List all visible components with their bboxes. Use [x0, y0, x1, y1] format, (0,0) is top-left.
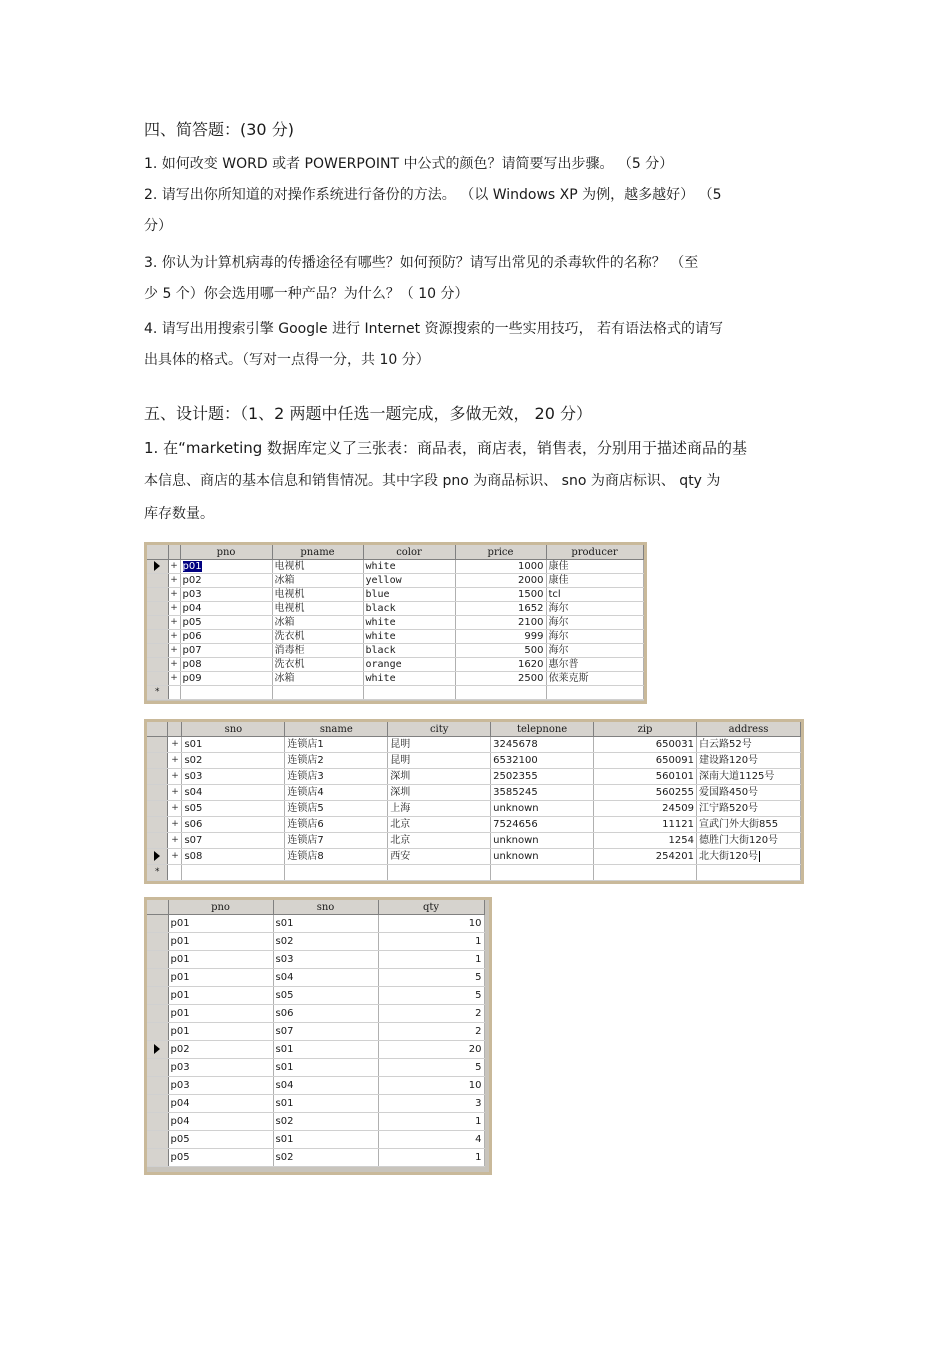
cell-producer[interactable]: 海尔: [546, 644, 643, 658]
empty-cell[interactable]: [491, 865, 594, 881]
table-row[interactable]: [147, 630, 643, 644]
empty-cell[interactable]: [180, 686, 272, 700]
expand-row-icon[interactable]: +: [168, 753, 182, 769]
cell-color[interactable]: black: [363, 602, 455, 616]
cell-qty[interactable]: 10: [378, 915, 484, 933]
question-2-line2: 分）: [144, 218, 172, 234]
row-indicator[interactable]: [147, 1149, 168, 1167]
cell-producer[interactable]: 海尔: [546, 616, 643, 630]
cell-pname[interactable]: 电视机: [272, 588, 363, 602]
table-row[interactable]: [147, 658, 643, 672]
table-row[interactable]: [147, 672, 643, 686]
row-indicator[interactable]: [147, 769, 168, 785]
new-record-row[interactable]: [147, 865, 801, 881]
expand-row-icon[interactable]: +: [168, 737, 182, 753]
cell-zip[interactable]: 560255: [594, 785, 697, 801]
column-header-pname[interactable]: pname: [272, 545, 363, 560]
cell-pname[interactable]: 电视机: [272, 602, 363, 616]
cell-producer[interactable]: 康佳: [546, 574, 643, 588]
cell-zip[interactable]: 11121: [594, 817, 697, 833]
cell-city[interactable]: 北京: [388, 817, 491, 833]
table-row[interactable]: [147, 769, 801, 785]
table-row[interactable]: [147, 602, 643, 616]
expand-row-icon[interactable]: +: [168, 817, 182, 833]
cell-pno[interactable]: p06: [180, 630, 272, 644]
cell-qty[interactable]: 1: [378, 933, 484, 951]
row-indicator[interactable]: [147, 1005, 168, 1023]
cell-price[interactable]: 1620: [455, 658, 546, 672]
expand-row-icon[interactable]: +: [168, 785, 182, 801]
table-row[interactable]: [147, 560, 643, 574]
table-row[interactable]: [147, 849, 801, 865]
cell-telepnone[interactable]: 6532100: [491, 753, 594, 769]
design-problem-1-line2: 本信息、商店的基本信息和销售情况。其中字段 pno 为商品标识、 sno 为商店标识、 qty 为: [144, 473, 721, 489]
expand-row-icon[interactable]: +: [168, 616, 180, 630]
cell-producer[interactable]: 惠尔普: [546, 658, 643, 672]
cell-zip[interactable]: 254201: [594, 849, 697, 865]
cell-sno[interactable]: s03: [273, 951, 378, 969]
cell-color[interactable]: white: [363, 630, 455, 644]
empty-cell[interactable]: [594, 865, 697, 881]
cell-sno[interactable]: s01: [182, 737, 285, 753]
row-indicator[interactable]: [147, 849, 168, 865]
cell-sno[interactable]: s01: [273, 1131, 378, 1149]
row-indicator[interactable]: [147, 817, 168, 833]
cell-sname[interactable]: 连锁店6: [285, 817, 388, 833]
row-indicator[interactable]: [147, 588, 168, 602]
cell-sname[interactable]: 连锁店5: [285, 801, 388, 817]
row-indicator[interactable]: [147, 1023, 168, 1041]
column-header-address[interactable]: address: [696, 722, 800, 737]
question-3-line2: 少 5 个）你会选用哪一种产品？为什么？（ 10 分）: [144, 286, 469, 302]
cell-qty[interactable]: 1: [378, 1149, 484, 1167]
cell-price[interactable]: 999: [455, 630, 546, 644]
expand-row-icon[interactable]: +: [168, 588, 180, 602]
table-row[interactable]: [147, 817, 801, 833]
cell-qty[interactable]: 4: [378, 1131, 484, 1149]
cell-sno[interactable]: s08: [182, 849, 285, 865]
cell-telepnone[interactable]: 3585245: [491, 785, 594, 801]
empty-cell[interactable]: [388, 865, 491, 881]
cell-pname[interactable]: 电视机: [272, 560, 363, 574]
cell-sno[interactable]: s04: [182, 785, 285, 801]
cell-pno[interactable]: p01: [168, 915, 273, 933]
cell-color[interactable]: yellow: [363, 574, 455, 588]
section5: [144, 398, 814, 530]
cell-pno[interactable]: p01: [168, 951, 273, 969]
table-row[interactable]: [147, 737, 801, 753]
cell-sno[interactable]: s01: [273, 915, 378, 933]
table-row[interactable]: [147, 644, 643, 658]
question-2-line1: 2. 请写出你所知道的对操作系统进行备份的方法。 （以 Windows XP 为例，越多越好） （5: [144, 187, 722, 203]
table-row[interactable]: [147, 915, 484, 933]
cell-price[interactable]: 500: [455, 644, 546, 658]
cell-pno[interactable]: p02: [168, 1041, 273, 1059]
cell-producer[interactable]: 海尔: [546, 630, 643, 644]
empty-cell[interactable]: [168, 686, 180, 700]
sales-header-row: [147, 900, 484, 915]
row-indicator[interactable]: [147, 602, 168, 616]
cell-city[interactable]: 昆明: [388, 737, 491, 753]
expand-row-icon[interactable]: +: [168, 574, 180, 588]
cell-pno[interactable]: p05: [168, 1149, 273, 1167]
row-indicator[interactable]: [147, 915, 168, 933]
cell-pname[interactable]: 洗衣机: [272, 630, 363, 644]
cell-address[interactable]: [696, 849, 800, 865]
row-indicator-header: [147, 545, 168, 560]
row-indicator-header: [147, 722, 168, 737]
cell-qty[interactable]: 10: [378, 1077, 484, 1095]
table-row[interactable]: [147, 1113, 484, 1131]
column-header-producer[interactable]: producer: [546, 545, 643, 560]
row-indicator[interactable]: [147, 737, 168, 753]
goods-table: [147, 545, 644, 700]
empty-cell[interactable]: [168, 865, 182, 881]
row-indicator[interactable]: [147, 833, 168, 849]
cell-sno[interactable]: s02: [182, 753, 285, 769]
cell-qty[interactable]: 5: [378, 969, 484, 987]
table-row[interactable]: [147, 1131, 484, 1149]
cell-sname[interactable]: 连锁店8: [285, 849, 388, 865]
expand-header: [168, 722, 182, 737]
cell-text: 北大街120号: [698, 851, 759, 862]
sales-table-grid: [144, 897, 492, 1175]
cell-qty[interactable]: 5: [378, 987, 484, 1005]
column-header-pno[interactable]: pno: [180, 545, 272, 560]
row-indicator[interactable]: [147, 969, 168, 987]
cell-pname[interactable]: 冰箱: [272, 616, 363, 630]
column-header-city[interactable]: city: [388, 722, 491, 737]
expand-header: [168, 545, 180, 560]
current-row-arrow-icon: [154, 1044, 160, 1054]
table-row[interactable]: [147, 588, 643, 602]
row-indicator[interactable]: [147, 801, 168, 817]
cell-zip[interactable]: 650091: [594, 753, 697, 769]
cell-zip[interactable]: 560101: [594, 769, 697, 785]
cell-telepnone[interactable]: 3245678: [491, 737, 594, 753]
cell-sno[interactable]: s02: [273, 1149, 378, 1167]
row-indicator[interactable]: [147, 1095, 168, 1113]
cell-pno[interactable]: p01: [168, 1005, 273, 1023]
cell-pno[interactable]: p07: [180, 644, 272, 658]
row-indicator[interactable]: [147, 644, 168, 658]
cell-pno[interactable]: p02: [180, 574, 272, 588]
design-problem-1-line3: 库存数量。: [144, 506, 214, 522]
cell-producer[interactable]: 依莱克斯: [546, 672, 643, 686]
table-row[interactable]: [147, 1095, 484, 1113]
column-header-sno[interactable]: sno: [182, 722, 285, 737]
new-record-row[interactable]: [147, 686, 643, 700]
cell-qty[interactable]: 2: [378, 1023, 484, 1041]
cell-pno[interactable]: p01: [168, 987, 273, 1005]
cell-pno[interactable]: p01: [168, 1023, 273, 1041]
cell-pname[interactable]: 消毒柜: [272, 644, 363, 658]
row-indicator[interactable]: [147, 1131, 168, 1149]
cell-color[interactable]: black: [363, 644, 455, 658]
cell-pno[interactable]: p04: [168, 1113, 273, 1131]
cell-sno[interactable]: s05: [273, 987, 378, 1005]
row-indicator[interactable]: [147, 951, 168, 969]
table-row[interactable]: [147, 1005, 484, 1023]
cell-pno[interactable]: p05: [180, 616, 272, 630]
cell-qty[interactable]: 2: [378, 1005, 484, 1023]
cell-price[interactable]: 1652: [455, 602, 546, 616]
cell-pno[interactable]: p01: [168, 933, 273, 951]
row-indicator[interactable]: [147, 560, 168, 574]
table-row[interactable]: [147, 933, 484, 951]
cell-telepnone[interactable]: unknown: [491, 801, 594, 817]
cell-pname[interactable]: 洗衣机: [272, 658, 363, 672]
table-row[interactable]: [147, 574, 643, 588]
stores-table-grid: [144, 719, 804, 884]
cell-sno[interactable]: s02: [273, 933, 378, 951]
cell-address[interactable]: 江宁路520号: [696, 801, 800, 817]
column-header-sname[interactable]: sname: [285, 722, 388, 737]
cell-telepnone[interactable]: unknown: [491, 849, 594, 865]
cell-qty[interactable]: 5: [378, 1059, 484, 1077]
selected-cell-text: p01: [182, 561, 202, 572]
goods-header-row: [147, 545, 643, 560]
cell-price[interactable]: 2000: [455, 574, 546, 588]
cell-color[interactable]: white: [363, 672, 455, 686]
table-row[interactable]: [147, 1149, 484, 1167]
cell-address[interactable]: 爱国路450号: [696, 785, 800, 801]
expand-row-icon[interactable]: +: [168, 769, 182, 785]
cell-producer[interactable]: 康佳: [546, 560, 643, 574]
expand-row-icon[interactable]: +: [168, 630, 180, 644]
current-row-arrow-icon: [154, 561, 160, 571]
cell-address[interactable]: 建设路120号: [696, 753, 800, 769]
column-header-pno[interactable]: pno: [168, 900, 273, 915]
row-indicator[interactable]: [147, 1113, 168, 1131]
cell-sno[interactable]: s03: [182, 769, 285, 785]
sales-table: [147, 900, 485, 1167]
question-4-line1: 4. 请写出用搜索引擎 Google 进行 Internet 资源搜索的一些实用技巧， 若有语法格式的请写: [144, 321, 724, 337]
cell-sno[interactable]: s02: [273, 1113, 378, 1131]
row-indicator[interactable]: [147, 753, 168, 769]
row-indicator[interactable]: [147, 785, 168, 801]
expand-row-icon[interactable]: +: [168, 672, 180, 686]
column-header-qty[interactable]: qty: [378, 900, 484, 915]
cell-pno[interactable]: p01: [168, 969, 273, 987]
cell-producer[interactable]: tcl: [546, 588, 643, 602]
goods-table-grid: [144, 542, 647, 704]
expand-row-icon[interactable]: +: [168, 833, 182, 849]
empty-cell[interactable]: [455, 686, 546, 700]
row-indicator-header: [147, 900, 168, 915]
empty-cell[interactable]: [285, 865, 388, 881]
question-4-line2: 出具体的格式。（写对一点得一分，共 10 分）: [144, 352, 430, 368]
empty-cell[interactable]: [272, 686, 363, 700]
expand-row-icon[interactable]: +: [168, 602, 180, 616]
table-row[interactable]: [147, 616, 643, 630]
table-row[interactable]: [147, 1023, 484, 1041]
row-indicator[interactable]: [147, 574, 168, 588]
cell-qty[interactable]: 20: [378, 1041, 484, 1059]
column-header-sno[interactable]: sno: [273, 900, 378, 915]
cell-qty[interactable]: 1: [378, 951, 484, 969]
cell-sname[interactable]: 连锁店4: [285, 785, 388, 801]
design-problem-1-line1: 1. 在“marketing 数据库定义了三张表：商品表，商店表，销售表，分别用于描述商品的基: [144, 439, 748, 457]
empty-cell[interactable]: [696, 865, 800, 881]
cell-sno[interactable]: s04: [273, 1077, 378, 1095]
row-indicator[interactable]: [147, 672, 168, 686]
expand-row-icon[interactable]: +: [168, 658, 180, 672]
cell-color[interactable]: blue: [363, 588, 455, 602]
column-header-zip[interactable]: zip: [594, 722, 697, 737]
cell-price[interactable]: 1500: [455, 588, 546, 602]
cell-pno[interactable]: p03: [168, 1077, 273, 1095]
cell-sname[interactable]: 连锁店7: [285, 833, 388, 849]
cell-pno[interactable]: p09: [180, 672, 272, 686]
cell-sname[interactable]: 连锁店3: [285, 769, 388, 785]
cell-zip[interactable]: 1254: [594, 833, 697, 849]
text-cursor: [759, 851, 760, 862]
table-row[interactable]: [147, 1077, 484, 1095]
table-row[interactable]: [147, 833, 801, 849]
cell-zip[interactable]: 650031: [594, 737, 697, 753]
empty-cell[interactable]: [363, 686, 455, 700]
cell-address[interactable]: 宣武门外大街855: [696, 817, 800, 833]
section4-title: 四、简答题：(30 分): [144, 120, 294, 139]
stores-header-row: [147, 722, 801, 737]
cell-sname[interactable]: 连锁店1: [285, 737, 388, 753]
table-row[interactable]: [147, 753, 801, 769]
cell-pno[interactable]: p04: [168, 1095, 273, 1113]
cell-sno[interactable]: s07: [182, 833, 285, 849]
row-indicator[interactable]: [147, 1041, 168, 1059]
cell-city[interactable]: 西安: [388, 849, 491, 865]
cell-sno[interactable]: s01: [273, 1095, 378, 1113]
cell-pno[interactable]: [180, 560, 272, 574]
cell-address[interactable]: 白云路52号: [696, 737, 800, 753]
expand-row-icon[interactable]: +: [168, 849, 182, 865]
expand-row-icon[interactable]: +: [168, 801, 182, 817]
cell-pno[interactable]: p04: [180, 602, 272, 616]
question-1: 1. 如何改变 WORD 或者 POWERPOINT 中公式的颜色？请简要写出步骤。 （5 分）: [144, 156, 674, 172]
cell-qty[interactable]: 1: [378, 1113, 484, 1131]
column-header-telepnone[interactable]: telepnone: [491, 722, 594, 737]
cell-price[interactable]: 1000: [455, 560, 546, 574]
cell-sname[interactable]: 连锁店2: [285, 753, 388, 769]
cell-sno[interactable]: s01: [273, 1059, 378, 1077]
cell-sno[interactable]: s06: [182, 817, 285, 833]
cell-zip[interactable]: 24509: [594, 801, 697, 817]
table-row[interactable]: [147, 1041, 484, 1059]
cell-sno[interactable]: s07: [273, 1023, 378, 1041]
cell-telepnone[interactable]: unknown: [491, 833, 594, 849]
expand-row-icon[interactable]: +: [168, 560, 180, 574]
new-record-asterisk-icon[interactable]: *: [147, 686, 168, 700]
row-indicator[interactable]: [147, 1077, 168, 1095]
cell-address[interactable]: 深南大道1125号: [696, 769, 800, 785]
table-row[interactable]: [147, 801, 801, 817]
row-indicator[interactable]: [147, 933, 168, 951]
section4: [144, 114, 814, 376]
cell-telepnone[interactable]: 2502355: [491, 769, 594, 785]
row-indicator[interactable]: [147, 1059, 168, 1077]
question-3-line1: 3. 你认为计算机病毒的传播途径有哪些？如何预防？请写出常见的杀毒软件的名称？ （至: [144, 255, 699, 271]
row-indicator[interactable]: [147, 616, 168, 630]
cell-city[interactable]: 上海: [388, 801, 491, 817]
cell-sno[interactable]: s06: [273, 1005, 378, 1023]
cell-city[interactable]: 昆明: [388, 753, 491, 769]
column-header-color[interactable]: color: [363, 545, 455, 560]
cell-sno[interactable]: s04: [273, 969, 378, 987]
column-header-price[interactable]: price: [455, 545, 546, 560]
table-row[interactable]: [147, 951, 484, 969]
table-row[interactable]: [147, 987, 484, 1005]
cell-pno[interactable]: p03: [168, 1059, 273, 1077]
cell-city[interactable]: 北京: [388, 833, 491, 849]
table-row[interactable]: [147, 969, 484, 987]
cell-pno[interactable]: p03: [180, 588, 272, 602]
cell-city[interactable]: 深圳: [388, 785, 491, 801]
cell-color[interactable]: white: [363, 560, 455, 574]
row-indicator[interactable]: [147, 987, 168, 1005]
new-record-asterisk-icon[interactable]: *: [147, 865, 168, 881]
cell-price[interactable]: 2100: [455, 616, 546, 630]
cell-price[interactable]: 2500: [455, 672, 546, 686]
expand-row-icon[interactable]: +: [168, 644, 180, 658]
cell-telepnone[interactable]: 7524656: [491, 817, 594, 833]
cell-color[interactable]: orange: [363, 658, 455, 672]
stores-table: [147, 722, 801, 881]
section5-title: 五、设计题：（1、2 两题中任选一题完成，多做无效， 20 分）: [144, 404, 592, 423]
table-row[interactable]: [147, 1059, 484, 1077]
cell-producer[interactable]: 海尔: [546, 602, 643, 616]
table-row[interactable]: [147, 785, 801, 801]
cell-sno[interactable]: s01: [273, 1041, 378, 1059]
empty-cell[interactable]: [546, 686, 643, 700]
cell-address[interactable]: 德胜门大街120号: [696, 833, 800, 849]
current-row-arrow-icon: [154, 851, 160, 861]
row-indicator[interactable]: [147, 658, 168, 672]
cell-pno[interactable]: p08: [180, 658, 272, 672]
cell-sno[interactable]: s05: [182, 801, 285, 817]
cell-pname[interactable]: 冰箱: [272, 574, 363, 588]
row-indicator[interactable]: [147, 630, 168, 644]
cell-city[interactable]: 深圳: [388, 769, 491, 785]
cell-color[interactable]: white: [363, 616, 455, 630]
empty-cell[interactable]: [182, 865, 285, 881]
cell-pno[interactable]: p05: [168, 1131, 273, 1149]
cell-qty[interactable]: 3: [378, 1095, 484, 1113]
cell-pname[interactable]: 冰箱: [272, 672, 363, 686]
